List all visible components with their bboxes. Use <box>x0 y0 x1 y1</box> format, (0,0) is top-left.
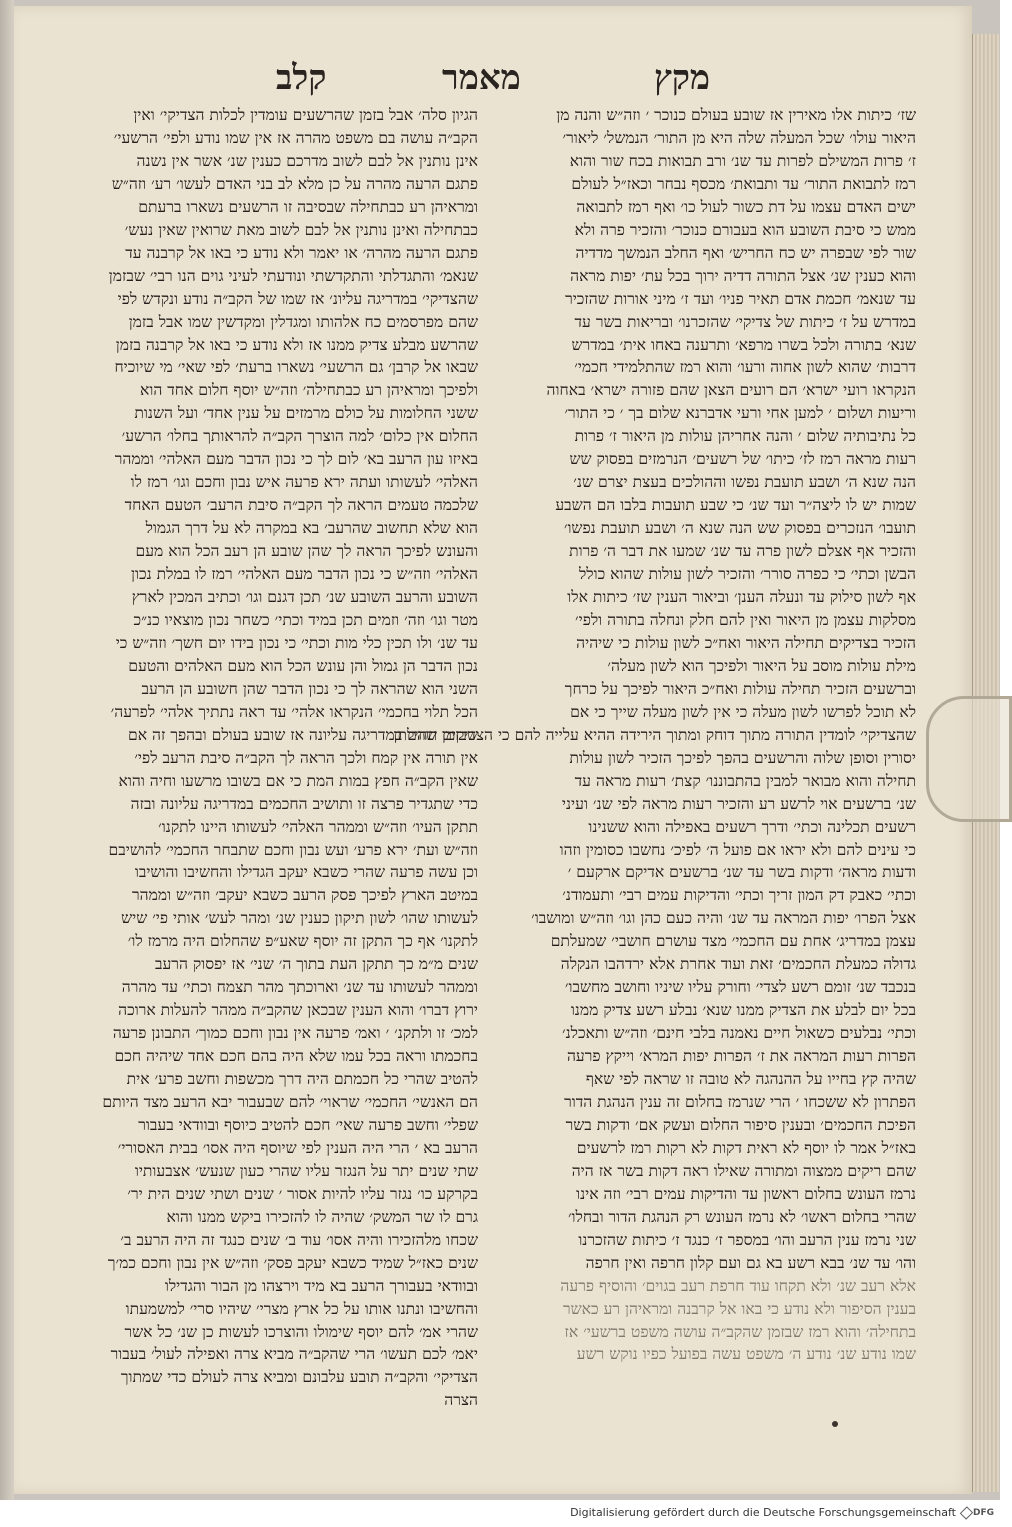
text-line: נרמז העונש בחלום ראשון עד והדיקות עמים רבי׳ וזה אינו <box>576 1184 916 1203</box>
text-line: שמות יש לו ליצה״ר ועד שנ׳ כי שבע תועבות בלבו הם השבע <box>555 496 916 515</box>
text-line: שנים מ״מ כך תתקן העת בתוך ה׳ שני׳ אז יפסוק הרעב <box>154 955 478 974</box>
text-line: דרבות׳ שהוא לשון אחוה ורעו׳ והוא רמז שהתלמידי חכמי׳ <box>574 358 916 377</box>
text-line: שבאו אל קרבן׳ גם הרשעי׳ נשארו ברעת׳ לפי שאי׳ מי שיוכיח <box>114 358 478 377</box>
text-line: שני נרמז ענין הרעב והו׳ במספר ז׳ כנגד ז׳ כיתות שהזכרנו <box>578 1230 916 1249</box>
text-line: שנ׳ ברשעים אוי לרשע רע והזכיר רעות מראה לפי שנ׳ ועיני <box>561 794 916 813</box>
text-line: בחכמתו וראה בכל עמו שלא היה בהם חכם אחד שיהיה חכם <box>114 1047 478 1066</box>
text-line: הצרה <box>444 1391 478 1410</box>
text-line: כי עינים להם ולא יראו אם פועל ה׳ לפיכ׳ נחשבו כסומין וזהו <box>559 840 916 859</box>
text-line: ז׳ פרות המשילם לפרות עד שנ׳ ורב תבואות בכח שור והוא <box>569 151 916 170</box>
text-line: לעשותו שהו׳ לשון תיקון כענין שנ׳ ומהר לעש׳ אותי פי׳ שיש <box>121 909 478 928</box>
text-line: וכתי׳ נבלעים כשאול חיים נאמנה בלבי חינם׳ וזה״ש ותאכלנ׳ <box>562 1024 916 1043</box>
text-line: בקרקע כו׳ נגזר עליו להיות אסור ׳ שנים ושתי שנים הית יר׳ <box>127 1184 478 1203</box>
text-line: בענין הסיפור ולא נודע כי באו אל קרבנה ומראיהן רע כאשר <box>562 1299 916 1318</box>
text-line: ולפיכך ומראיהן רע כבתחילה׳ וזה״ש יוסף חלום אחד הוא <box>139 381 478 400</box>
text-line: לתקנו׳ אף כך התקן זה יוסף שאע״פ שהחלום היה מרמז לו׳ <box>127 932 478 951</box>
text-line: בנכבד שנ׳ זומם רשע לצדי׳ וחורק עליו שיניו וחושב מחשבו׳ <box>564 978 916 997</box>
text-line: שאין הקב״ה חפץ במות המת כי אם בשובו מרשעו וחיה והוא <box>118 771 478 790</box>
text-line: שבזמן שהם במדריגה עליונה אז שובע בעולם ובהפך זה אם <box>128 725 478 744</box>
book-page <box>14 6 972 1494</box>
text-line: מטר וגו׳ וזה׳ וזמים תכן במיד וכתי׳ כשחר נכון מוצאיו כנ״כ <box>133 610 478 629</box>
text-line: ירוץ דברו׳ והוא הענין שבכאן שהקב״ה ממהר להעלות ארוכה <box>118 1001 478 1020</box>
text-line: רשעים תכלינה וכתי׳ ודרך רשעים באפילה והוא ששנינו <box>588 817 916 836</box>
text-line: והעונש לפיכך הראה לך שהן שובע הן רעב הכל הוא מעם <box>135 542 478 561</box>
text-line: למכ׳ זו ולתקנ׳ ׳ ואמ׳ פרעה אין נבון וחכם כמוך׳ התבונן פרעה <box>112 1024 478 1043</box>
text-line: הפיכת החכמים׳ ובענין סיפור החלום ועשק אם׳ ודקות בשר <box>565 1115 916 1134</box>
text-line: הזכיר בצדיקים תחילה היאור ואח״כ לשון עולות כי שיהיה <box>576 633 916 652</box>
text-line: שכחו מלהזכירו והיה אסו׳ עוד ב׳ שנים כנגד זה היה הרעב ב׳ <box>120 1230 478 1249</box>
text-line: תחילה והוא מבואר למבין בהתבוננו׳ קצת׳ רעות מראה עד <box>574 771 916 790</box>
text-line: החלום אין כלום׳ למה הוצרך הקב״ה להראותך בחלו׳ הרשע׳ <box>121 427 478 446</box>
text-line: והו׳ עד שנ׳ בבא רשע בא גם ועם קלון חרפה ואין חרפה <box>585 1253 916 1272</box>
text-line: אצל הפרו׳ יפות המראה עד שנ׳ והיה כעם כהן וגו׳ וזה״ש ומושבו׳ <box>531 909 916 928</box>
text-line: הנה שנא ה׳ ושבע תועבת נפשו וההולכים בעצת יצרם שנ׳ <box>573 473 916 492</box>
text-line: וזה״ש ועת׳ ירא פרע׳ ועש נבון וחכם שתבחר החכמי׳ להושיבם <box>108 840 478 859</box>
text-line: תתקן העיו׳ וזה״ש וממהר האלהי׳ לעשותו היינו לתקנו׳ <box>158 817 478 836</box>
text-line: האלהי׳ וזה״ש כי נכון הדבר מעם האלהי׳ רמז לו במלת נכון <box>131 565 478 584</box>
text-line: האלהי׳ לעשותו ועתה ירא פרעה איש נבון וחכם וגו׳ רמז לו <box>130 473 478 492</box>
text-line: בתחילה׳ והוא רמז שבזמן שהקב״ה עושה משפט ברשעי׳ אז <box>564 1322 916 1341</box>
text-line: הוא שלא תחשוב שהרעב׳ בא במקרה לא על דרך הגמול <box>145 519 478 538</box>
text-line: ישים האדם עצמו על דת כשור לעול כו׳ ואף רמז לתבואה <box>576 197 916 216</box>
text-line: שהם מפרסמים כח אלהותו ומגדלין ומקדשין שמו אבל בזמן <box>128 312 478 331</box>
footer-bar <box>0 1500 1000 1527</box>
text-line: שהצדיקי׳ לומדין התורה מתוך דוחק ומתוך הירידה ההיא עלייה להם כי הצדיקים תחילתן <box>393 725 916 744</box>
text-line: במיטב הארץ לפיכך פסק הרעב כשבא יעקב׳ וזה״ש וממהר <box>131 886 478 905</box>
text-line: הם האנשי׳ החכמי׳ שראוי׳ להם שבעבור יבא הרעב מצד היותם <box>102 1092 478 1111</box>
text-line: עצמן במדריג׳ אחת עם החכמי׳ מצד עושרם חושבי׳ שמעלתם <box>550 932 916 951</box>
text-line: ומראיהן רע כבתחילה שבסיבה זו הרשעים נשארו ברעתם <box>138 197 478 216</box>
text-line: כבתחילה ואינן נותנין אל לבם לשוב מאת שרואין שאין נעש׳ <box>124 220 478 239</box>
text-line: והזכיר אף אצלם לשון פרה עד שנ׳ שמעו את דבר ה׳ פרות <box>569 542 916 561</box>
text-line: רמז לתבואת התור׳ עד ותבואת׳ מכסף נבחר וכאז״ל לעולם <box>571 174 916 193</box>
text-line: שור לפי שבפרה יש כח החריש׳ ואף החלב הנמשך מדדיה <box>575 243 916 262</box>
text-line: הגיון סלה׳ אבל בזמן שהרשעים עומדין לכלות הצדיקי׳ ואין <box>133 106 478 124</box>
text-column-left <box>76 104 478 1410</box>
text-line: שהרשע מבלע צדיק ממנו אז ולא נודע כי באו אל קרבנה בזמן <box>115 335 478 354</box>
text-line: גדולה כמעלת החכמים׳ זאת ועוד אחרת אלא ירדהבו הנקלה <box>560 955 916 974</box>
text-line: יאמ׳ לכם תעשו׳ הרי שהקב״ה מביא צרה ואפילה לעול׳ בעבור <box>110 1345 478 1364</box>
text-line: שהרי אמ׳ להם יוסף שימולו והוצרכו לעשות כן שנ׳ כל אשר <box>124 1322 478 1341</box>
text-line: גרם לו שר המשק׳ שהיה לו להזכירו ביקש ממנו והוא <box>166 1207 478 1226</box>
text-line: וכתי׳ כאבק דק המון זריך וכתי׳ והדיקות עמים רבי׳ ותעמודנ׳ <box>562 886 916 905</box>
folio-number: קלב <box>276 58 327 98</box>
page-mark-dot <box>832 1421 838 1427</box>
text-line: לא תוכל לפרשו לשון מעלה כי אין לשון מעלה שייך כי אם <box>570 702 916 721</box>
text-line: שנים כאז״ל שמיד כשבא יעקב פסק׳ וזה״ש אין נבון וחכם כמ׳ך <box>107 1253 478 1272</box>
text-line: עד שנ׳ ולו תכין כלי מות וכתי׳ כי נכון בידו יום חשך׳ וזה״ש כי <box>115 633 478 652</box>
text-line: היאור עולו׳ שכל המעלה שלה היא מן התור׳ הנמשל׳ ליאור׳ <box>562 128 916 147</box>
text-line: מסלקות עצמן מן היאור ואין להם חלק ונחלה בתורה ולפי׳ <box>575 610 916 629</box>
text-line: יסורין וסופן שלוה והרשעים בהפך לפיכך הזכיר לשון עולות <box>569 748 916 767</box>
dfg-logo-text: DFG <box>972 1508 994 1518</box>
text-line: הכל תלוי בחכמי׳ הנקראו אלהי׳ עד ראה נתתיך אלהי׳ לפרעה׳ <box>110 702 478 721</box>
text-line: השני הוא שהראה לך כי נכון הדבר שהן חשובע הן הרעב <box>141 679 478 698</box>
text-line: פתגם הרעה מהרה׳ או יאמר ולא נודע כי באו אל קרבנה עד <box>125 243 478 262</box>
text-line: ממש כי סיבת השובע הוא בעבורם כנוכר׳ והזכיר פרה ולא <box>574 220 916 239</box>
text-line: שהצדיקי׳ במדריגה עליונ׳ אז שמו של הקב״ה נודע ונקדש לפי <box>117 289 478 308</box>
text-line: נכון הדבר הן גמול והן עונש הכל הוא מעם האלהים והטעם <box>128 656 478 675</box>
text-line: וכן עשה פרעה שהרי כשבא יעקב הגדילו והחשיבו והושיבו <box>134 863 478 882</box>
text-line: הקב״ה עושה בם משפט מהרה אז אין שמו נודע ולפי׳ הרשעי׳ <box>113 128 478 147</box>
text-line: הבשן וכתי׳ כי כפרה סורר׳ והזכיר לשון עולות שהוא כולל <box>579 565 916 584</box>
text-line: שהיה קץ בחייו על ההנהגה לא טובה זו שראה לפי שאף <box>585 1070 916 1089</box>
funding-credit: Digitalisierung gefördert durch die Deutsche Forschungsgemeinschaft <box>570 1506 956 1519</box>
text-line: שמו נודע שנ׳ נודע ה׳ משפט עשה בפועל כפיו נוקש רשע <box>576 1345 916 1364</box>
text-line: אינן נותנין אל לבם לשוב מדרכם כענין שנ׳ אשר אין נשנה <box>136 151 478 170</box>
text-line: בכל יום לבלע את הצדיק ממנו שנא׳ נבלע רשע צדיק ממנו <box>570 1001 916 1020</box>
text-line: הרעב בא ׳ הרי היה הענין לפי שיוסף היה אסו׳ בבית האסורי׳ <box>117 1138 478 1157</box>
text-line: שהם ריקים ממצוה ומתורה שאילו ראה דקות בשר אז היה <box>571 1161 916 1180</box>
text-line: שפלי׳ וחשב פרעה שאי׳ חכם להטיב כיוסף ובוודאי בעבור <box>138 1115 478 1134</box>
text-line: תועבו׳ הנזכרים בפסוק שש הנה שנא ה׳ ושבע תועבת נפשו׳ <box>563 519 916 538</box>
text-line: וברשעים הזכיר תחילה עולות ואח״כ היאור לפיכך על כרחך <box>564 679 916 698</box>
text-line: ששני החלומות על כולם מרמזים על ענין אחד׳ ועל השנות <box>134 404 478 423</box>
running-header-parasha: מקץ <box>654 58 711 98</box>
text-line: שלכמה טעמים הראה לך הקב״ה סיבת הרעב׳ הטעם האחד <box>124 496 478 515</box>
text-line: פתגם הרעה מהרה על כן מלא לב בני האדם לעשו׳ רע׳ וזה״ש <box>111 174 478 193</box>
text-line: שהרי בחלום ראשו׳ לא נרמז העונש רק הנהגת הדור ובחלו׳ <box>567 1207 916 1226</box>
text-line: ודעות מראה׳ ודקות בשר עד שנ׳ ברשעים אדיקם ארקעם ׳ <box>567 863 916 882</box>
text-line: השובע והרעב השובע שנ׳ תכן דגנם וגו׳ וכתיב המכין לארץ <box>131 588 478 607</box>
text-line: הנקראו רועי ישרא׳ הם רועים הצאן שהם פזורה ישרא׳ באחוה <box>546 381 916 400</box>
text-line: כדי שתגדיר פרצה זו ותושיב החכמים במדריגה עליונה ובזה <box>130 794 478 813</box>
book-clasp <box>926 696 1012 822</box>
text-line: שז׳ כיתות אלו מאירין אז שובע בעולם כנוכר ׳ וזה״ש והנה מן <box>556 106 916 124</box>
dfg-logo <box>962 1505 994 1521</box>
text-line: כל נתיבותיה שלום ׳ והנה אחריהן עולות מן היאור ז׳ פרות <box>574 427 916 446</box>
text-line: ובוודאי בעבורך הרעב בא מיד וירצהו מן הבור והגדילו <box>164 1276 478 1295</box>
text-line: הפתרון לא ששכחו ׳ הרי שנרמז בחלום זה ענין הנהגת הדור <box>564 1092 916 1111</box>
text-column-right <box>393 104 916 1372</box>
text-line: באיזו עון הרעב בא׳ לום לך כי נכון הדבר מעם האלהי׳ וממהר <box>114 450 478 469</box>
text-line: הפרות רעות המראה את ז׳ הפרות יפות המרא׳ וייקץ פרעה <box>566 1047 916 1066</box>
text-line: וממהר לעשותו עד שנ׳ וארוכתך מהר תצמח וכתי׳ עד מהרה <box>121 978 478 997</box>
text-line: מילת עולות מוסב על היאור ולפיכך הוא לשון מעלה׳ <box>607 656 916 675</box>
binding-edge <box>0 0 14 1500</box>
text-line: שתי שנים יתר על הנגזר עליו שהרי כעון שנעש׳ אצבעותיו <box>134 1161 478 1180</box>
text-line: שנאמ׳ והתגדלתי והתקדשתי ונודעתי לעיני גוים הנו רבי׳ שבזמן <box>108 266 478 285</box>
dfg-logo-mark-icon <box>960 1506 973 1519</box>
text-line: והוא כענין שנ׳ אצל התורה דדיה ירוך בכל עת׳ יפות מראה <box>570 266 916 285</box>
text-line: אלא רעב שנ׳ ולא תקחו עוד חרפת רעב בגוים׳ והוסיף פרעה <box>560 1276 916 1295</box>
text-line: שנא׳ בתורה ולכל בשרו מרפא׳ ותרענה באחו אית׳ במדרש <box>571 335 916 354</box>
text-line: להטיב שהרי כל חכמתם היה דרך מכשפות וחשב פרע׳ אית <box>126 1070 478 1089</box>
text-line: הצדיקי׳ והקב״ה תובע עלבונם ומביא צרה לעולם כדי שמתוך <box>120 1368 478 1387</box>
running-header-title: מאמר <box>442 58 521 98</box>
text-line: רעות מראה רמז לז׳ כיתו׳ של רשעים׳ הנרמזים בפסוק שש <box>569 450 916 469</box>
text-line: אין תורה אין קמח ולכך הראה לך הקב״ה סיבת הרעב לפי׳ <box>134 748 478 767</box>
text-line: במדרש על ז׳ כיתות של צדיקי׳ שהזכרנו׳ ובריאות בשר עד <box>574 312 916 331</box>
text-line: עד שנאמ׳ חכמת אדם תאיר פניו׳ ועד ז׳ מיני אורות שהזכיר <box>565 289 916 308</box>
text-line: אף לשון סילוק עד ונעלה הענן׳ וביאור הענין שז׳ כיתות אלו <box>567 588 916 607</box>
text-line: והחשיבו ונתנו אותו על כל ארץ מצרי׳ שיהיו סרי׳ למשמעתו <box>125 1299 478 1318</box>
text-line: באז״ל אמר לו יוסף לא ראית דקות לא רקות רמז לרשעים <box>576 1138 916 1157</box>
text-line: וריעות ושלום ׳ למען אחי ורעי אדברנא שלום בך ׳ כי התור׳ <box>564 404 916 423</box>
